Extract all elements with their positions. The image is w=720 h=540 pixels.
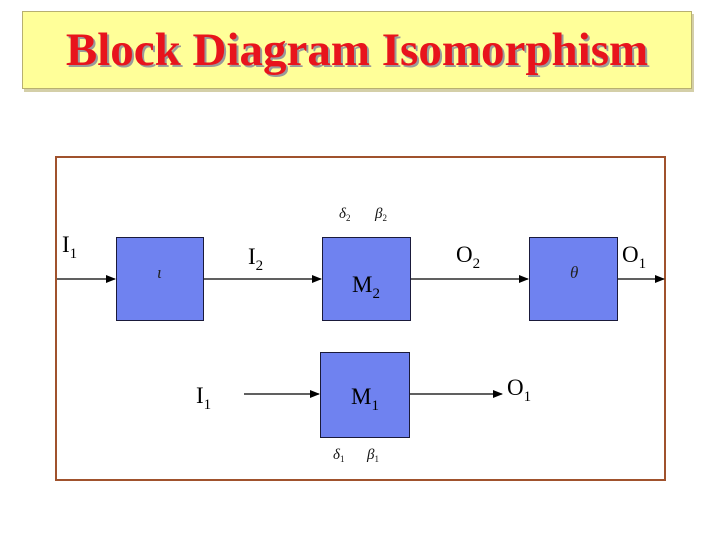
signal-o1-top: $O_1$ <box>622 242 647 272</box>
signal-o1-bottom: $O_1$ <box>507 375 532 405</box>
param-delta2: $\delta_2$ <box>339 206 351 223</box>
block-m2-label: $M_2$ <box>352 272 380 302</box>
block-theta <box>529 237 618 321</box>
title-banner <box>22 11 692 89</box>
page-title: Block Diagram Isomorphism <box>65 24 649 76</box>
signal-i2-top: $I_2$ <box>248 244 264 274</box>
block-m2 <box>322 237 411 321</box>
signal-i1-bottom: $I_1$ <box>196 383 212 413</box>
signal-i1-top: $I_1$ <box>62 232 78 262</box>
param-beta2: $\beta_2$ <box>375 206 387 223</box>
block-m1 <box>320 352 410 438</box>
signal-o2-top: $O_2$ <box>456 242 481 272</box>
block-iota-label: ι <box>157 263 162 282</box>
param-beta1: $\beta_1$ <box>367 447 379 464</box>
block-m1-label: $M_1$ <box>351 384 379 414</box>
block-theta-label: θ <box>570 263 579 282</box>
block-iota <box>116 237 204 321</box>
param-delta1: $\delta_1$ <box>333 447 345 464</box>
